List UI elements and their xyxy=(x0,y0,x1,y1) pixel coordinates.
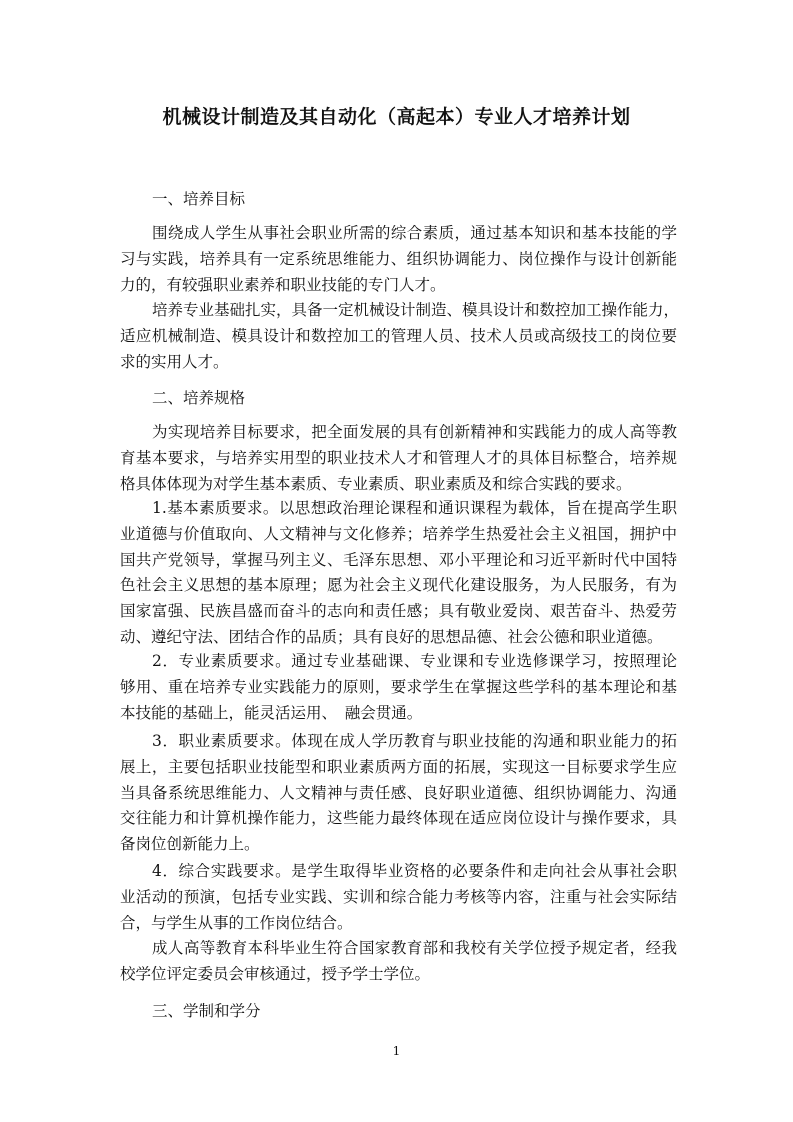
paragraph-line: 力的，有较强职业素养和职业技能的专门人才。 xyxy=(120,275,446,294)
paragraph-line: 动、遵纪守法、团结合作的品质；具有良好的思想品德、社会公德和职业道德。 xyxy=(120,628,663,646)
paragraph-line: 校学位评定委员会审核通过，授予学士学位。 xyxy=(120,964,431,983)
paragraph-line: 围绕成人学生从事社会职业所需的综合素质，通过基本知识和基本技能的学 xyxy=(152,224,677,242)
paragraph-line: 3．职业素质要求。体现在成人学历教育与职业技能的沟通和职业能力的拓 xyxy=(152,732,677,750)
paragraph-line: 本技能的基础上，能灵活运用、 融会贯通。 xyxy=(120,703,423,722)
paragraph-line: 2．专业素质要求。通过专业基础课、专业课和专业选修课学习，按照理论 xyxy=(152,652,677,670)
paragraph-line: 培养专业基础扎实，具备一定机械设计制造、模具设计和数控加工操作能力， xyxy=(152,301,680,319)
section-heading: 二、培养规格 xyxy=(152,389,246,407)
paragraph-line: 为实现培养目标要求，把全面发展的具有创新精神和实践能力的成人高等教 xyxy=(152,423,677,441)
paragraph-line: 求的实用人才。 xyxy=(120,352,229,371)
paragraph-line: 格具体体现为对学生基本素质、专业素质、职业素质及和综合实践的要求。 xyxy=(120,474,632,493)
section-heading: 一、培养目标 xyxy=(152,190,246,208)
paragraph-line: 合，与学生从事的工作岗位结合。 xyxy=(120,913,353,932)
section-heading: 三、学制和学分 xyxy=(152,1002,261,1020)
paragraph-line: 色社会主义思想的基本原理；愿为社会主义现代化建设服务，为人民服务，有为 xyxy=(120,576,677,595)
paragraph-line: 业活动的预演，包括专业实践、实训和综合能力考核等内容，注重与社会实际结 xyxy=(120,887,677,906)
paragraph-line: 成人高等教育本科毕业生符合国家教育部和我校有关学位授予规定者，经我 xyxy=(152,939,677,957)
paragraph-line: 当具备系统思维能力、人文精神与责任感、良好职业道德、组织协调能力、沟通 xyxy=(120,783,677,802)
page-number: 1 xyxy=(392,1044,401,1058)
paragraph-line: 业道德与价值取向、人文精神与文化修养；培养学生热爱社会主义祖国，拥护中 xyxy=(120,524,677,543)
paragraph-line: 交往能力和计算机操作能力，这些能力最终体现在适应岗位设计与操作要求，具 xyxy=(120,809,677,828)
paragraph-line: 习与实践，培养具有一定系统思维能力、组织协调能力、岗位操作与设计创新能 xyxy=(120,249,677,268)
paragraph-line: 展上，主要包括职业技能型和职业素质两方面的拓展，实现这一目标要求学生应 xyxy=(120,757,677,776)
paragraph-line: 适应机械制造、模具设计和数控加工的管理人员、技术人员或高级技工的岗位要 xyxy=(120,326,677,345)
document-title: 机械设计制造及其自动化（高起本）专业人才培养计划 xyxy=(162,106,631,128)
paragraph-line: 备岗位创新能力上。 xyxy=(120,835,260,854)
paragraph-line: 够用、重在培养专业实践能力的原则，要求学生在掌握这些学科的基本理论和基 xyxy=(120,677,677,696)
paragraph-line: 国家富强、民族昌盛而奋斗的志向和责任感；具有敬业爱岗、艰苦奋斗、热爱劳 xyxy=(120,602,677,621)
paragraph-line: 4．综合实践要求。是学生取得毕业资格的必要条件和走向社会从事社会职 xyxy=(152,862,677,880)
paragraph-line: 国共产党领导，掌握马列主义、毛泽东思想、邓小平理论和习近平新时代中国特 xyxy=(120,550,677,569)
paragraph-line: 1.基本素质要求。以思想政治理论课程和通识课程为载体，旨在提高学生职 xyxy=(152,499,677,517)
paragraph-line: 育基本要求，与培养实用型的职业技术人才和管理人才的具体目标整合，培养规 xyxy=(120,448,677,467)
